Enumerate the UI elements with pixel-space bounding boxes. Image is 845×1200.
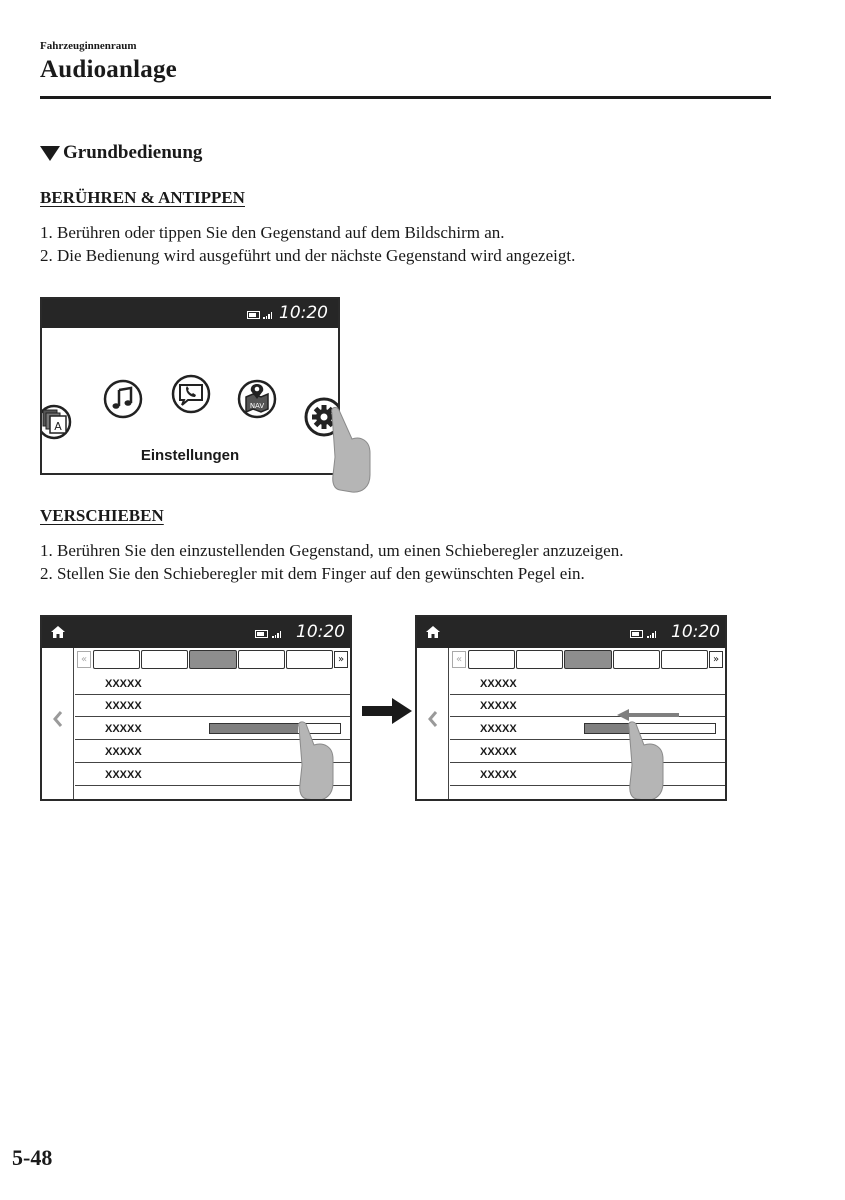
navigation-icon[interactable]: [237, 379, 277, 419]
touch-screen-illustration: [40, 297, 340, 475]
slide-step-1: 1. Berühren Sie den einzustellenden Gegenstand, um einen Schieberegler anzuzeigen.: [40, 541, 624, 560]
sub-heading-text: Grundbedienung: [63, 142, 203, 163]
row-label: XXXXX: [480, 678, 517, 690]
signal-icon: [272, 631, 281, 638]
music-icon[interactable]: [103, 379, 143, 419]
slider-screen-before: [40, 615, 352, 801]
tab-2[interactable]: [141, 650, 188, 669]
row-label: XXXXX: [480, 746, 517, 758]
row-label: XXXXX: [480, 769, 517, 781]
tab-2[interactable]: [516, 650, 563, 669]
finger-pointer-icon: [295, 721, 345, 801]
chevron-left-icon[interactable]: [428, 710, 438, 728]
battery-icon: [247, 311, 260, 319]
list-row[interactable]: [450, 741, 725, 763]
screen-caption: Einstellungen: [140, 447, 240, 464]
row-label: XXXXX: [105, 723, 142, 735]
chevron-left-icon[interactable]: [53, 710, 63, 728]
triangle-down-icon: [40, 146, 60, 161]
tab-row: [450, 650, 725, 671]
finger-pointer-icon: [326, 405, 376, 495]
slider-fill: [210, 724, 298, 733]
status-bar: [42, 299, 338, 328]
tab-row: [75, 650, 350, 671]
battery-icon: [255, 630, 268, 638]
status-bar: [42, 617, 350, 648]
touch-step-2: 2. Die Bedienung wird ausgeführt und der nächste Gegenstand wird angezeigt.: [40, 246, 576, 265]
list-row[interactable]: [75, 673, 350, 695]
tab-5[interactable]: [286, 650, 333, 669]
tab-scroll-right-icon[interactable]: »: [709, 651, 723, 668]
finger-pointer-icon: [625, 721, 675, 801]
tab-1[interactable]: [468, 650, 515, 669]
list-row-selected[interactable]: [450, 718, 725, 740]
tab-1[interactable]: [93, 650, 140, 669]
home-icon[interactable]: [425, 625, 441, 639]
slide-heading: VERSCHIEBEN: [40, 506, 164, 525]
tab-scroll-right-icon[interactable]: »: [334, 651, 348, 668]
list-row[interactable]: [75, 695, 350, 717]
battery-icon: [630, 630, 643, 638]
row-label: XXXXX: [105, 769, 142, 781]
tab-4[interactable]: [613, 650, 660, 669]
signal-icon: [647, 631, 656, 638]
tab-3-active[interactable]: [564, 650, 612, 669]
row-label: XXXXX: [105, 678, 142, 690]
touch-step-1: 1. Berühren oder tippen Sie den Gegenstand auf dem Bildschirm an.: [40, 223, 505, 242]
page-title: Audioanlage: [40, 56, 177, 83]
touch-heading: BERÜHREN & ANTIPPEN: [40, 188, 245, 207]
title-rule: [40, 96, 771, 99]
drag-left-arrow-icon: [617, 709, 681, 721]
row-label: XXXXX: [105, 700, 142, 712]
touch-steps: [40, 221, 575, 267]
side-column: [417, 648, 449, 799]
tab-4[interactable]: [238, 650, 285, 669]
clock: 10:20: [279, 303, 328, 323]
clock: 10:20: [671, 622, 720, 642]
home-icon[interactable]: [50, 625, 66, 639]
signal-icon: [263, 312, 272, 319]
row-label: XXXXX: [105, 746, 142, 758]
side-column: [42, 648, 74, 799]
list-row[interactable]: [450, 695, 725, 717]
nav-label: NAV: [249, 402, 265, 410]
slider-fill: [585, 724, 631, 733]
tab-3-active[interactable]: [189, 650, 237, 669]
tab-5[interactable]: [661, 650, 708, 669]
arrow-right-icon: [362, 698, 414, 724]
tab-scroll-left-icon[interactable]: «: [452, 651, 466, 668]
slider-screen-after: [415, 615, 727, 801]
tab-scroll-left-icon[interactable]: «: [77, 651, 91, 668]
section-label: Fahrzeuginnenraum: [40, 40, 137, 52]
page-number: 5-48: [12, 1145, 53, 1170]
slide-steps: [40, 539, 623, 585]
row-label: XXXXX: [480, 723, 517, 735]
list-row[interactable]: [450, 764, 725, 786]
row-label: XXXXX: [480, 700, 517, 712]
clock: 10:20: [296, 622, 345, 642]
list-row[interactable]: [450, 673, 725, 695]
communication-icon[interactable]: [171, 374, 211, 414]
applications-icon[interactable]: [40, 404, 78, 440]
sub-heading: [40, 142, 202, 164]
status-bar: [417, 617, 725, 648]
slide-step-2: 2. Stellen Sie den Schieberegler mit dem Finger auf den gewünschten Pegel ein.: [40, 564, 585, 583]
app-label: A: [54, 420, 62, 433]
